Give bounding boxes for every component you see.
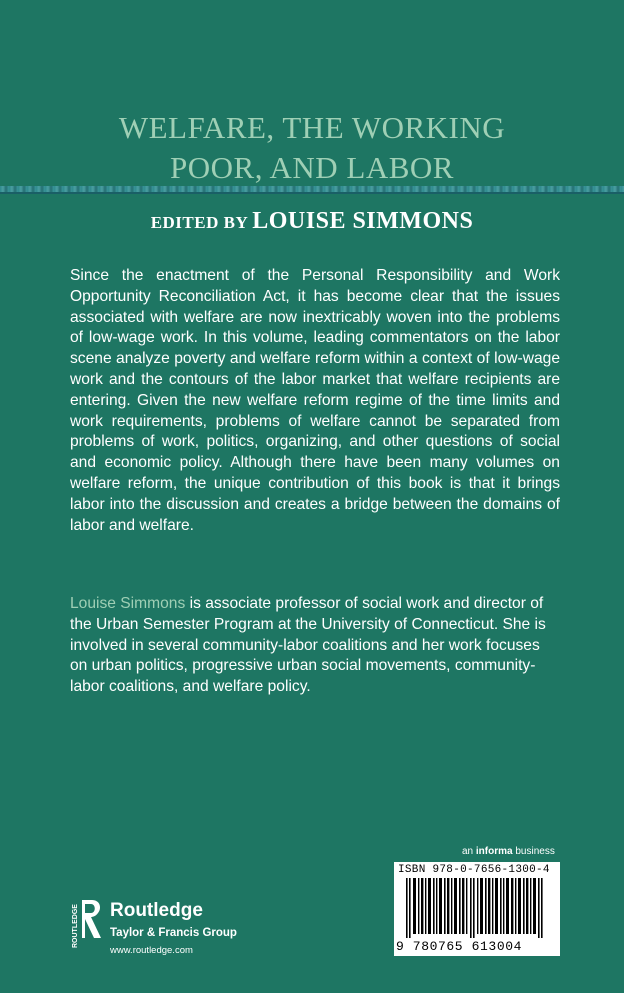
isbn-label: ISBN 978-0-7656-1300-4 [398, 864, 550, 876]
book-blurb: Since the enactment of the Personal Responsibility and Work Opportunity Reconciliation Act, it has become clear that the issues associated with welfare are now inextricably woven into the problems of low-wage work. In this volume, leading commentators on the labor scene analyze poverty and welfare reform within a context of low-wage work and the contours of the labor market that welfare recipients are entering. Given the new welfare reform regime of the time limits and work requirements, problems of welfare cannot be separated from problems of work, politics, organizing, and other questions of social and economic policy. Although there have been many volumes on welfare reform, the unique contribution of this book is that it brings labor into the discussion and creates a bridge between the domains of labor and welfare. [70, 267, 560, 534]
publisher-name: Routledge [110, 900, 203, 921]
editor-prefix: EDITED BY [150, 213, 249, 232]
book-title [0, 108, 624, 188]
decorative-stripe-shadow [0, 192, 624, 194]
publisher-website: www.routledge.com [110, 945, 193, 956]
informa-tagline [462, 846, 555, 857]
routledge-r-icon [68, 898, 104, 948]
editor-name: LOUISE SIMMONS [252, 208, 474, 234]
informa-bold: informa [475, 846, 513, 857]
author-bio-text: is associate professor of social work and director of the Urban Semester Program at the University of Connecticut. She is involved in several community-labor coalitions and her work focuses on urban politics, progressive urban social movements, community-labor coalitions, and welfare policy. [70, 595, 546, 696]
author-bio [70, 594, 560, 698]
author-name: Louise Simmons [70, 595, 186, 612]
logo-vertical-text: ROUTLEDGE [72, 904, 79, 948]
book-title-line-1: WELFARE, THE WORKING [118, 110, 506, 145]
barcode-digits: 9 780765 613004 [396, 939, 523, 954]
editor-credit [0, 208, 624, 235]
informa-pre: an [462, 846, 476, 857]
barcode-box [394, 862, 560, 956]
book-title-line-2: POOR, AND LABOR [170, 150, 454, 185]
barcode-icon [398, 878, 556, 938]
informa-post: business [512, 846, 555, 857]
publisher-group: Taylor & Francis Group [110, 927, 237, 939]
